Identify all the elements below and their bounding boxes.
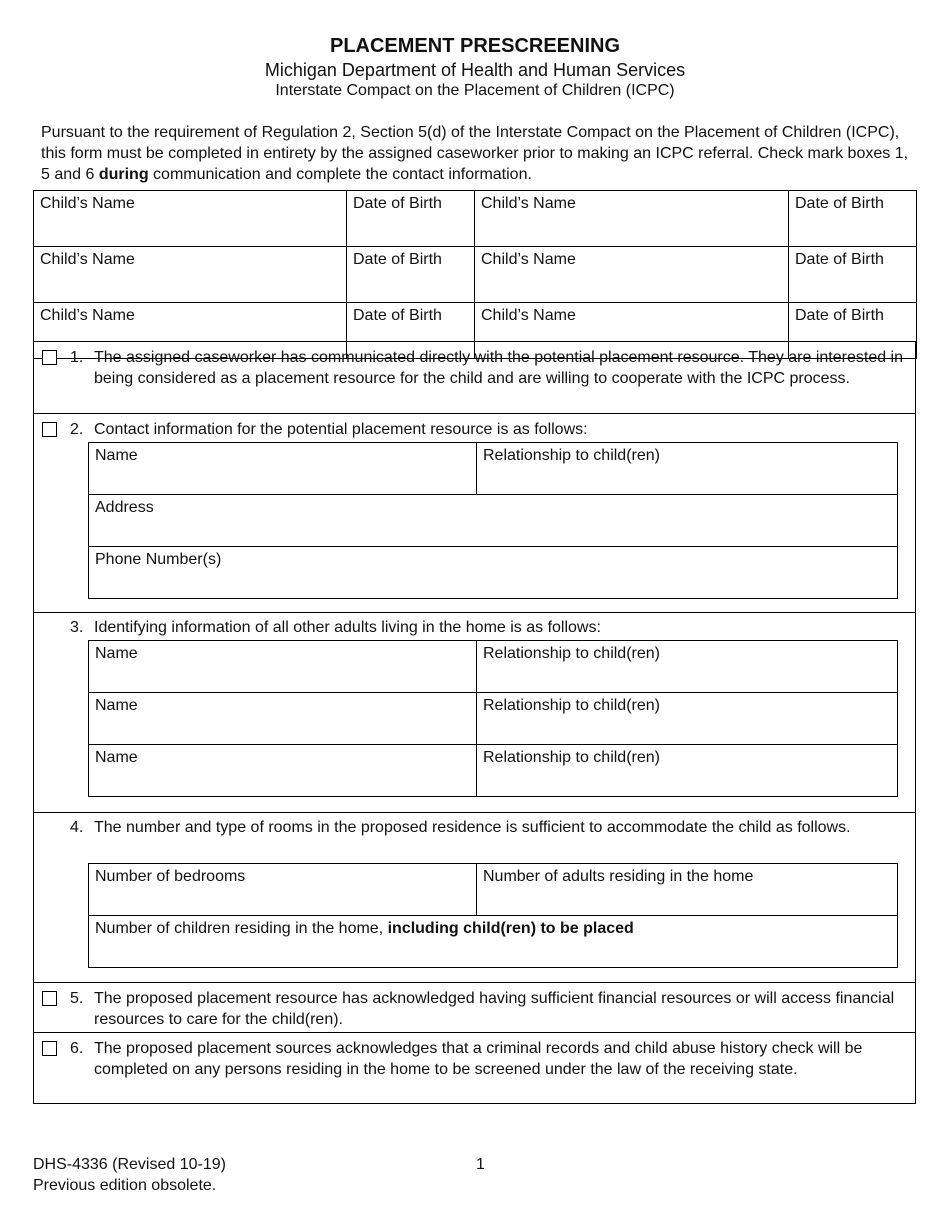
child-dob-field[interactable]: Date of Birth: [789, 303, 917, 359]
form-header: [0, 34, 950, 101]
item-2-section: [33, 413, 916, 613]
item-5-section: [33, 982, 916, 1033]
child-name-field[interactable]: Child’s Name: [475, 191, 789, 247]
child-dob-field[interactable]: Date of Birth: [347, 191, 475, 247]
intro-paragraph: [41, 122, 921, 185]
resource-phone-field[interactable]: Phone Number(s): [89, 547, 898, 599]
table-row: [89, 495, 898, 547]
table-row: [34, 191, 917, 247]
adult-relationship-field[interactable]: Relationship to child(ren): [477, 745, 898, 797]
item-2-number: 2.: [70, 421, 84, 438]
adult-relationship-field[interactable]: Relationship to child(ren): [477, 641, 898, 693]
item-2-checkbox[interactable]: [42, 422, 57, 437]
obsolete-note: Previous edition obsolete.: [33, 1177, 217, 1194]
child-dob-field[interactable]: Date of Birth: [347, 303, 475, 359]
intro-bold-word: during: [98, 166, 149, 183]
table-row: [89, 641, 898, 693]
item-6-section: [33, 1032, 916, 1104]
child-name-field[interactable]: Child’s Name: [34, 303, 347, 359]
department-name: Michigan Department of Health and Human Services: [264, 60, 686, 80]
adult-relationship-field[interactable]: Relationship to child(ren): [477, 693, 898, 745]
intro-text: Pursuant to the requirement of Regulation 2, Section 5(d) of the Interstate Compact on the Placement of Children (ICPC), this form must be completed in entirety by the assigned caseworker prior to making an ICPC referral. Check mark boxes 1, 5 and 6: [41, 124, 909, 183]
item-3-section: [33, 612, 916, 813]
child-name-field[interactable]: Child’s Name: [475, 303, 789, 359]
item-2-text: Contact information for the potential placement resource is as follows:: [94, 421, 588, 438]
resource-address-field[interactable]: Address: [89, 495, 898, 547]
item-5-text: The proposed placement resource has acknowledged having sufficient financial resources or will access financial resources to care for the child(ren).: [94, 990, 895, 1028]
children-count-label: Number of children residing in the home,: [95, 920, 388, 937]
item-4-section: [33, 812, 916, 983]
child-dob-field[interactable]: Date of Birth: [347, 247, 475, 303]
form-footer: [33, 1154, 226, 1196]
table-row: [89, 443, 898, 495]
item-6-checkbox[interactable]: [42, 1041, 57, 1056]
item-1-checkbox[interactable]: [42, 350, 57, 365]
item-3-text: Identifying information of all other adults living in the home is as follows:: [94, 619, 601, 636]
page-number: 1: [476, 1156, 485, 1173]
adults-count-field[interactable]: Number of adults residing in the home: [477, 864, 898, 916]
child-dob-field[interactable]: Date of Birth: [789, 191, 917, 247]
child-dob-field[interactable]: Date of Birth: [789, 247, 917, 303]
item-5-checkbox[interactable]: [42, 991, 57, 1006]
rooms-table: [88, 863, 898, 968]
table-row: [89, 745, 898, 797]
form-title: PLACEMENT PRESCREENING: [329, 35, 621, 57]
table-row: [89, 916, 898, 968]
resource-name-field[interactable]: Name: [89, 443, 477, 495]
children-table: [33, 190, 917, 359]
item-4-number: 4.: [70, 819, 84, 836]
item-4-text: The number and type of rooms in the proposed residence is sufficient to accommodate the child as follows.: [94, 819, 851, 836]
adult-name-field[interactable]: Name: [89, 641, 477, 693]
child-name-field[interactable]: Child’s Name: [475, 247, 789, 303]
item-6-text: The proposed placement sources acknowledges that a criminal records and child abuse history check will be completed on any persons residing in the home to be screened under the law of the receiving state.: [94, 1040, 863, 1078]
adult-name-field[interactable]: Name: [89, 693, 477, 745]
child-name-field[interactable]: Child’s Name: [34, 247, 347, 303]
item-1-text: The assigned caseworker has communicated directly with the potential placement resource. They are interested in being considered as a placement resource for the child and are willing to cooperate with the ICPC process.: [94, 349, 904, 387]
table-row: [89, 547, 898, 599]
item-1-number: 1.: [70, 349, 84, 366]
table-row: [89, 693, 898, 745]
resource-relationship-field[interactable]: Relationship to child(ren): [477, 443, 898, 495]
item-1-section: [33, 341, 916, 414]
children-count-field[interactable]: [89, 916, 898, 968]
child-name-field[interactable]: Child’s Name: [34, 191, 347, 247]
table-row: [34, 247, 917, 303]
children-count-label-bold: including child(ren) to be placed: [387, 920, 634, 937]
form-id: DHS-4336 (Revised 10-19): [33, 1156, 226, 1173]
bedrooms-field[interactable]: Number of bedrooms: [89, 864, 477, 916]
item-5-number: 5.: [70, 990, 84, 1007]
table-row: [89, 864, 898, 916]
placement-contact-table: [88, 442, 898, 599]
other-adults-table: [88, 640, 898, 797]
item-3-number: 3.: [70, 619, 84, 636]
item-6-number: 6.: [70, 1040, 84, 1057]
adult-name-field[interactable]: Name: [89, 745, 477, 797]
intro-text-end: communication and complete the contact information.: [148, 166, 532, 183]
compact-name: Interstate Compact on the Placement of Children (ICPC): [275, 82, 675, 99]
